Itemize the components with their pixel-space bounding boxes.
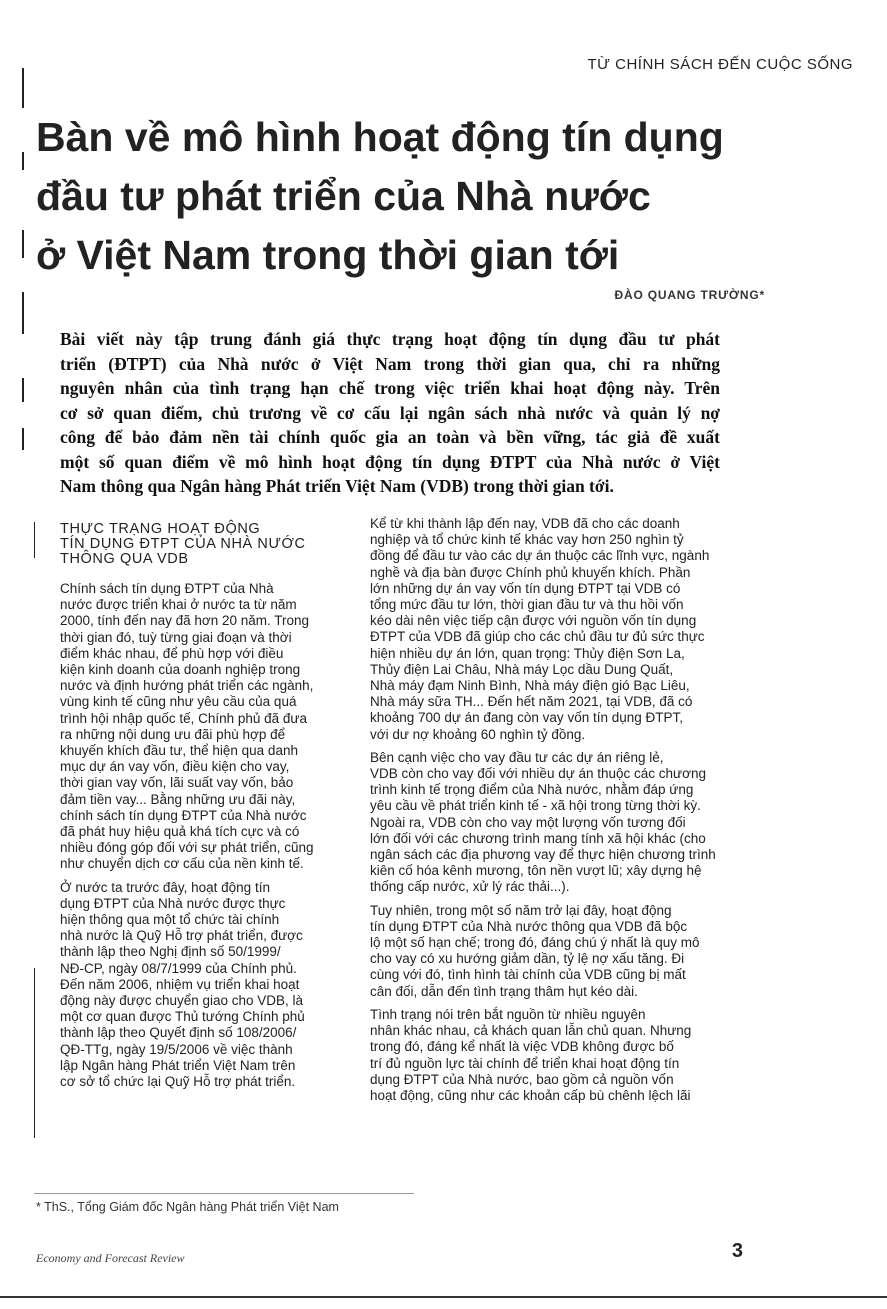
title-line: Bàn về mô hình hoạt động tín dụng: [36, 114, 724, 160]
text-line: Tuy nhiên, trong một số năm trở lại đây, hoạt động: [370, 902, 672, 918]
scan-edge-mark: [22, 152, 24, 170]
text-line: 2000, tính đến nay đã hơn 20 năm. Trong: [60, 613, 310, 629]
text-line: lớn những dự án vay vốn tín dụng ĐTPT tại VDB có: [370, 580, 681, 596]
paragraph: [370, 1007, 772, 1104]
text-line: tín dụng ĐTPT của Nhà nước thông qua VDB đã bộc: [370, 918, 688, 934]
text-line: nhiều đóng góp đối với sự phát triển, cũng: [60, 840, 314, 856]
abstract-line: nguyên nhân của tình trạng hạn chế trong việc triển khai hoạt động này. Trên: [60, 378, 720, 398]
text-line: đồng để đầu tư vào các dự án thuộc các lĩnh vực, ngành: [370, 548, 710, 564]
text-line: chính sách tín dụng ĐTPT của Nhà nước: [60, 807, 307, 823]
text-line: ngân sách các địa phương vay để thực hiện chương trình: [370, 847, 716, 863]
footnote-divider: [34, 1193, 414, 1194]
paragraph: [370, 516, 772, 743]
author-name: ĐÀO QUANG TRƯỜNG*: [614, 288, 765, 302]
text-line: trình hội nhập quốc tế, Chính phủ đã đưa: [60, 710, 307, 726]
text-line: Nhà máy sữa TH... Đến hết năm 2021, tại VDB, đã có: [370, 694, 693, 710]
text-line: hiện nhiều dự án lớn, quan trọng: Thủy điện Sơn La,: [370, 645, 685, 661]
scan-edge-mark: [22, 68, 24, 108]
text-line: trí đủ nguồn lực tài chính để triển khai hoạt động tín: [370, 1055, 680, 1071]
section-heading: [60, 522, 332, 567]
article-title: [36, 108, 836, 285]
text-line: VDB còn cho vay đối với nhiều dự án thuộc các chương: [370, 766, 706, 782]
scan-edge-mark: [22, 292, 24, 334]
text-line: nước được triển khai ở nước ta từ năm: [60, 597, 297, 613]
text-line: QĐ-TTg, ngày 19/5/2006 về việc thành: [60, 1041, 293, 1057]
abstract-line: một số quan điểm về mô hình hoạt động tín dụng ĐTPT của Nhà nước ở Việt: [60, 451, 720, 472]
text-line: dụng ĐTPT của Nhà nước được thực: [60, 895, 286, 911]
text-line: nghiệp và tổ chức kinh tế khác vay hơn 250 nghìn tỷ: [370, 532, 684, 548]
text-line: cân đối, dẫn đến tình trạng thâm hụt kéo dài.: [370, 983, 638, 999]
text-line: cơ sở tổ chức lại Quỹ Hỗ trợ phát triển.: [60, 1074, 296, 1090]
right-column: [370, 516, 772, 1111]
title-line: ở Việt Nam trong thời gian tới: [36, 232, 620, 278]
abstract-line: công để bảo đảm nền tài chính quốc gia an toàn và bền vững, tác giả đề xuất: [60, 427, 720, 447]
paragraph: [60, 880, 332, 1091]
abstract-line: Nam thông qua Ngân hàng Phát triển Việt Nam (VDB) trong thời gian tới.: [60, 476, 614, 496]
paragraph: [60, 581, 332, 873]
title-line: đầu tư phát triển của Nhà nước: [36, 173, 651, 219]
text-line: thời gian vay vốn, lãi suất vay vốn, bảo: [60, 775, 294, 791]
scan-edge-mark: [34, 522, 35, 558]
heading-line: THỰC TRẠNG HOẠT ĐỘNG: [60, 521, 261, 537]
text-line: tổng mức đầu tư lớn, thời gian đầu tư và thu hồi vốn: [370, 597, 684, 613]
scan-edge-mark: [22, 378, 24, 402]
text-line: cùng với đó, tình hình tài chính của VDB cũng bị mất: [370, 967, 686, 983]
text-line: Ở nước ta trước đây, hoạt động tín: [60, 879, 270, 895]
text-line: Nhà máy đạm Ninh Bình, Nhà máy điện gió Bạc Liêu,: [370, 678, 690, 694]
page-number: 3: [731, 1240, 743, 1262]
text-line: kiên cố hóa kênh mương, tôn nền vượt lũ; xây dựng hệ: [370, 863, 702, 879]
text-line: kéo dài nên việc tiếp cận được với nguồn vốn tín dụng: [370, 613, 697, 629]
text-line: điểm khác nhau, để phù hợp với điều: [60, 645, 284, 661]
text-line: nước và định hướng phát triển các ngành,: [60, 678, 314, 694]
abstract-line: cơ sở quan điểm, chủ trương về cơ cấu lại ngân sách nhà nước và quản lý nợ: [60, 402, 720, 423]
text-line: Chính sách tín dụng ĐTPT của Nhà: [60, 581, 274, 596]
text-line: vùng kinh tế cũng như yêu cầu của quá: [60, 694, 297, 710]
text-line: dụng ĐTPT của Nhà nước, bao gồm cả nguồn vốn: [370, 1071, 674, 1087]
text-line: mục dự án vay vốn, điều kiện cho vay,: [60, 759, 290, 775]
text-line: nhân khác nhau, cả khách quan lẫn chủ quan. Nhưng: [370, 1023, 692, 1039]
text-line: với dư nợ khoảng 60 nghìn tỷ đồng.: [370, 726, 586, 742]
text-line: trình kinh tế trọng điểm của Nhà nước, nhằm đáp ứng: [370, 782, 694, 798]
text-line: thời gian đó, tuỳ từng giai đoạn và thời: [60, 629, 292, 645]
text-line: ra những nội dung ưu đãi phù hợp để: [60, 726, 286, 742]
text-line: hoạt động, cũng như các khoản cấp bù chênh lệch lãi: [370, 1087, 691, 1103]
text-line: yêu cầu về phát triển kinh tế - xã hội trong từng thời kỳ.: [370, 798, 701, 814]
text-line: Kể từ khi thành lập đến nay, VDB đã cho các doanh: [370, 516, 680, 531]
text-line: lộ một số hạn chế; trong đó, đáng chú ý nhất là quy mô: [370, 935, 700, 951]
text-line: Bên cạnh việc cho vay đầu tư các dự án riêng lẻ,: [370, 749, 664, 765]
text-line: lập Ngân hàng Phát triển Việt Nam trên: [60, 1057, 296, 1073]
bottom-divider: [0, 1296, 887, 1298]
paragraph: [370, 750, 772, 896]
section-label: TỪ CHÍNH SÁCH ĐẾN CUỘC SỐNG: [587, 56, 853, 73]
text-line: NĐ-CP, ngày 08/7/1999 của Chính phủ.: [60, 960, 297, 976]
text-line: Thủy điện Lai Châu, Nhà máy Lọc dầu Dung Quất,: [370, 661, 674, 677]
text-line: động này được chuyển giao cho VDB, là: [60, 993, 304, 1009]
text-line: Ngoài ra, VDB còn cho vay một lượng vốn tương đối: [370, 814, 686, 830]
text-line: Đến năm 2006, nhiệm vụ triển khai hoạt: [60, 976, 300, 992]
text-line: trong đó, đáng kể nhất là việc VDB không được bố: [370, 1039, 674, 1055]
left-column: [60, 516, 332, 1097]
text-line: hiện thông qua một tổ chức tài chính: [60, 912, 280, 928]
scan-edge-mark: [34, 968, 35, 1138]
paragraph: [370, 903, 772, 1000]
heading-line: THÔNG QUA VDB: [60, 551, 189, 567]
text-line: một cơ quan được Thủ tướng Chính phủ: [60, 1009, 305, 1025]
abstract-line: triển (ĐTPT) của Nhà nước ở Việt Nam trong thời gian qua, chỉ ra những: [60, 353, 720, 374]
text-line: lớn đối với các chương trình mang tính xã hội khác (cho: [370, 830, 706, 846]
text-line: đảm tiền vay... Bằng những ưu đãi này,: [60, 791, 296, 807]
scan-edge-mark: [22, 428, 24, 450]
text-line: ĐTPT của VDB đã giúp cho các chủ đầu tư đủ sức thực: [370, 629, 705, 645]
text-line: thành lập theo Quyết định số 108/2006/: [60, 1025, 297, 1041]
abstract: [60, 327, 720, 499]
text-line: cho vay có xu hướng giảm dần, tỷ lệ nợ xấu tăng. Đi: [370, 951, 685, 967]
text-line: Tình trạng nói trên bắt nguồn từ nhiều nguyên: [370, 1006, 646, 1022]
text-line: nghề và địa bàn được Chính phủ khuyến khích. Phần: [370, 564, 691, 580]
heading-line: TÍN DỤNG ĐTPT CỦA NHÀ NƯỚC: [60, 536, 306, 552]
text-line: như chuyển dịch cơ cấu của nền kinh tế.: [60, 856, 304, 872]
footnote: * ThS., Tổng Giám đốc Ngân hàng Phát triển Việt Nam: [36, 1200, 339, 1214]
text-line: đã phát huy hiệu quả khá tích cực và có: [60, 824, 300, 840]
text-line: thống cấp nước, xử lý rác thải...).: [370, 879, 570, 895]
scan-edge-mark: [22, 230, 24, 258]
text-line: nhà nước là Quỹ Hỗ trợ phát triển, được: [60, 928, 303, 944]
text-line: khoảng 700 dự án đang còn vay vốn tín dụng ĐTPT,: [370, 710, 683, 726]
text-line: kiện kinh doanh của doanh nghiệp trong: [60, 662, 301, 678]
text-line: thành lập theo Nghị định số 50/1999/: [60, 944, 281, 960]
journal-name: Economy and Forecast Review: [36, 1251, 185, 1265]
text-line: khuyến khích đầu tư, thể hiện qua danh: [60, 743, 298, 759]
abstract-line: Bài viết này tập trung đánh giá thực trạng hoạt động tín dụng đầu tư phát: [60, 329, 720, 349]
